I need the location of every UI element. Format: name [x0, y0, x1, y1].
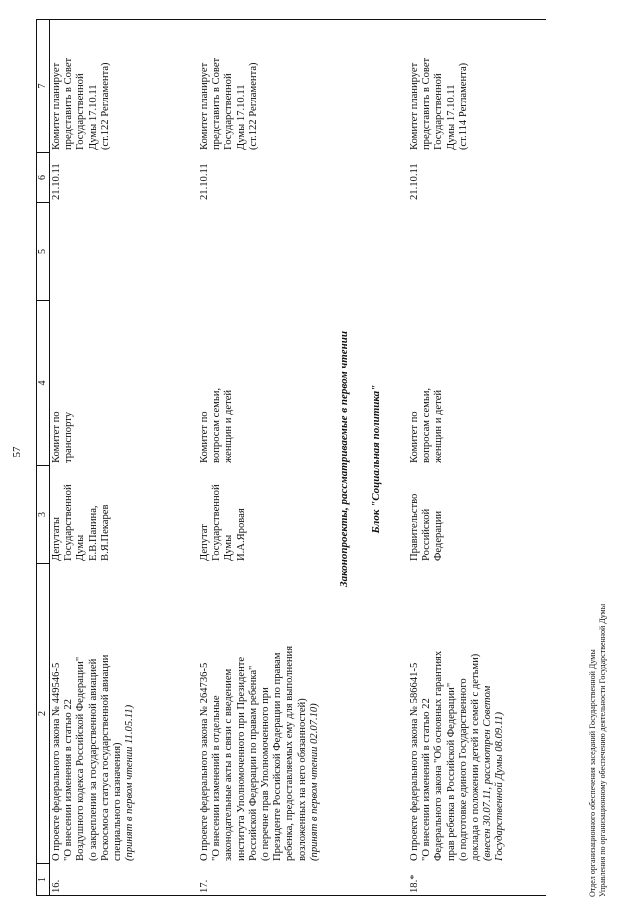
bill-line: специального назначения) — [112, 742, 124, 861]
col5-cell — [198, 203, 348, 301]
bill-author — [198, 466, 348, 564]
block-title: Блок "Социальная политика" — [370, 384, 382, 534]
bill-line: (о перечне прав Уполномоченного при — [260, 687, 272, 861]
bill-line: возложенных на него обязанностей) — [296, 698, 308, 861]
row-number: 17. — [199, 879, 210, 893]
bill-line: прав ребенка в Российской Федерации" — [445, 682, 457, 861]
author-line: Государственной — [211, 484, 223, 561]
committee-line: Комитет по — [51, 411, 62, 463]
bill-line: Федерального закона "Об основных гарантиях — [433, 650, 445, 861]
col-header-7: 7 — [37, 20, 50, 153]
bill-status-note: (внесен 30.07.11, рассмотрен Советом — [482, 685, 494, 861]
bill-description — [408, 564, 518, 864]
author-line: Е.В.Панина, — [87, 505, 99, 561]
responsible-committee — [50, 301, 198, 466]
committee-line: женщин и детей — [433, 389, 445, 463]
row-number: 18.* — [409, 874, 420, 893]
bill-line: Российской Федерации по правам ребенка" — [247, 665, 259, 861]
author-line: Депутат — [199, 524, 210, 561]
committee-line: Комитет по — [199, 411, 210, 463]
bill-line: "О внесении изменения в статью 22 — [63, 699, 75, 861]
plan-line: представить в Совет — [63, 57, 75, 150]
committee-line: женщин и детей — [223, 389, 235, 463]
plan-line: Комитет планирует — [409, 62, 420, 150]
plan-line: Государственной — [223, 73, 235, 150]
bill-line: законодательные акты в связи с введением — [223, 668, 235, 861]
author-line: Федерации — [433, 510, 445, 561]
author-line: Депутаты — [51, 517, 62, 561]
section-title: Законопроекты, рассматриваемые в первом чтении — [338, 331, 350, 587]
committee-line: транспорту — [63, 411, 75, 463]
author-line: В.Я.Пекарев — [99, 504, 111, 561]
row-number: 16. — [51, 879, 62, 893]
bill-line: О проекте федерального закона № 449546-5 — [51, 662, 62, 861]
committee-line: Комитет по — [409, 411, 420, 463]
col-header-5: 5 — [37, 203, 50, 301]
bill-line: Воздушного кодекса Российской Федерации" — [75, 656, 87, 861]
bill-line: О проекте федерального закона № 586641-5 — [409, 662, 420, 861]
author-line: Думы — [223, 534, 235, 561]
responsible-committee — [198, 301, 348, 466]
plan-line: (ст.114 Регламента) — [457, 62, 469, 150]
responsible-committee — [408, 301, 518, 466]
author-line: Российской — [421, 508, 433, 561]
committee-line: вопросам семьи, — [421, 387, 433, 463]
committee-plan — [50, 20, 198, 153]
col-header-4: 4 — [37, 301, 50, 466]
plan-line: Государственной — [433, 73, 445, 150]
author-line: Думы — [75, 534, 87, 561]
col5-cell — [50, 203, 198, 301]
plan-line: Комитет планирует — [199, 62, 210, 150]
bill-line: ребенка, предоставляемых ему для выполнения — [284, 645, 296, 861]
col-header-2: 2 — [37, 564, 50, 864]
plan-line: представить в Совет — [421, 57, 433, 150]
col-header-6: 6 — [37, 153, 50, 203]
author-line: И.А.Яровая — [235, 508, 247, 561]
plan-line: Думы 17.10.11 — [87, 84, 99, 150]
page-number: 57 — [11, 446, 23, 458]
author-line: Правительство — [409, 493, 420, 561]
bill-author — [50, 466, 198, 564]
plan-line: представить в Совет — [211, 57, 223, 150]
bill-status-note: (принят в первом чтении 02.07.10) — [308, 703, 320, 861]
bill-line: (о подготовке единого Государственного — [457, 678, 469, 861]
col5-cell — [408, 203, 518, 301]
bill-line: О проекте федерального закона № 264736-5 — [199, 662, 210, 861]
bill-line: Президенте Российской Федерации по правам — [272, 652, 284, 861]
bill-line: (о закреплении за государственной авиацией — [87, 658, 99, 861]
table-row — [408, 20, 518, 896]
bill-description — [50, 564, 198, 864]
footer-directorate: Управления по организационному обеспечению деятельности Государственной Думы — [598, 603, 607, 897]
bills-table-first-reading — [408, 20, 518, 896]
consideration-date: 21.10.11 — [51, 163, 62, 200]
committee-plan — [198, 20, 348, 153]
bill-line: доклада о положении детей и семей с детьми) — [470, 653, 482, 861]
plan-line: Думы 17.10.11 — [235, 84, 247, 150]
col-header-3: 3 — [37, 466, 50, 564]
bill-description — [198, 564, 348, 864]
committee-line: вопросам семьи, — [211, 387, 223, 463]
committee-plan — [408, 20, 518, 153]
bill-author — [408, 466, 518, 564]
consideration-date: 21.10.11 — [409, 163, 420, 200]
consideration-date: 21.10.11 — [199, 163, 210, 200]
bill-status-note: (принят в первом чтении 11.05.11) — [124, 704, 136, 861]
column-header-row — [36, 19, 50, 896]
plan-line: (ст.122 Регламента) — [247, 62, 259, 150]
plan-line: Государственной — [75, 73, 87, 150]
page-content — [8, 7, 636, 897]
bill-line: института Уполномоченного при Президенте — [235, 656, 247, 861]
plan-line: (ст.122 Регламента) — [99, 62, 111, 150]
col-header-1: 1 — [37, 864, 50, 896]
footer-department: Отдел организационного обеспечения заседаний Государственной Думы — [588, 649, 597, 897]
plan-line: Комитет планирует — [51, 62, 62, 150]
bill-status-note: Государственной Думы 08.09.11) — [494, 711, 506, 861]
author-line: Государственной — [63, 484, 75, 561]
bill-line: Роскосмоса статуса государственной авиации — [99, 654, 111, 861]
plan-line: Думы 17.10.11 — [445, 84, 457, 150]
table-row — [50, 20, 198, 896]
bill-line: "О внесении изменений в отдельные — [211, 695, 223, 861]
bills-table — [50, 20, 348, 896]
table-row — [198, 20, 348, 896]
bill-line: "О внесении изменений в статью 22 — [421, 698, 433, 861]
